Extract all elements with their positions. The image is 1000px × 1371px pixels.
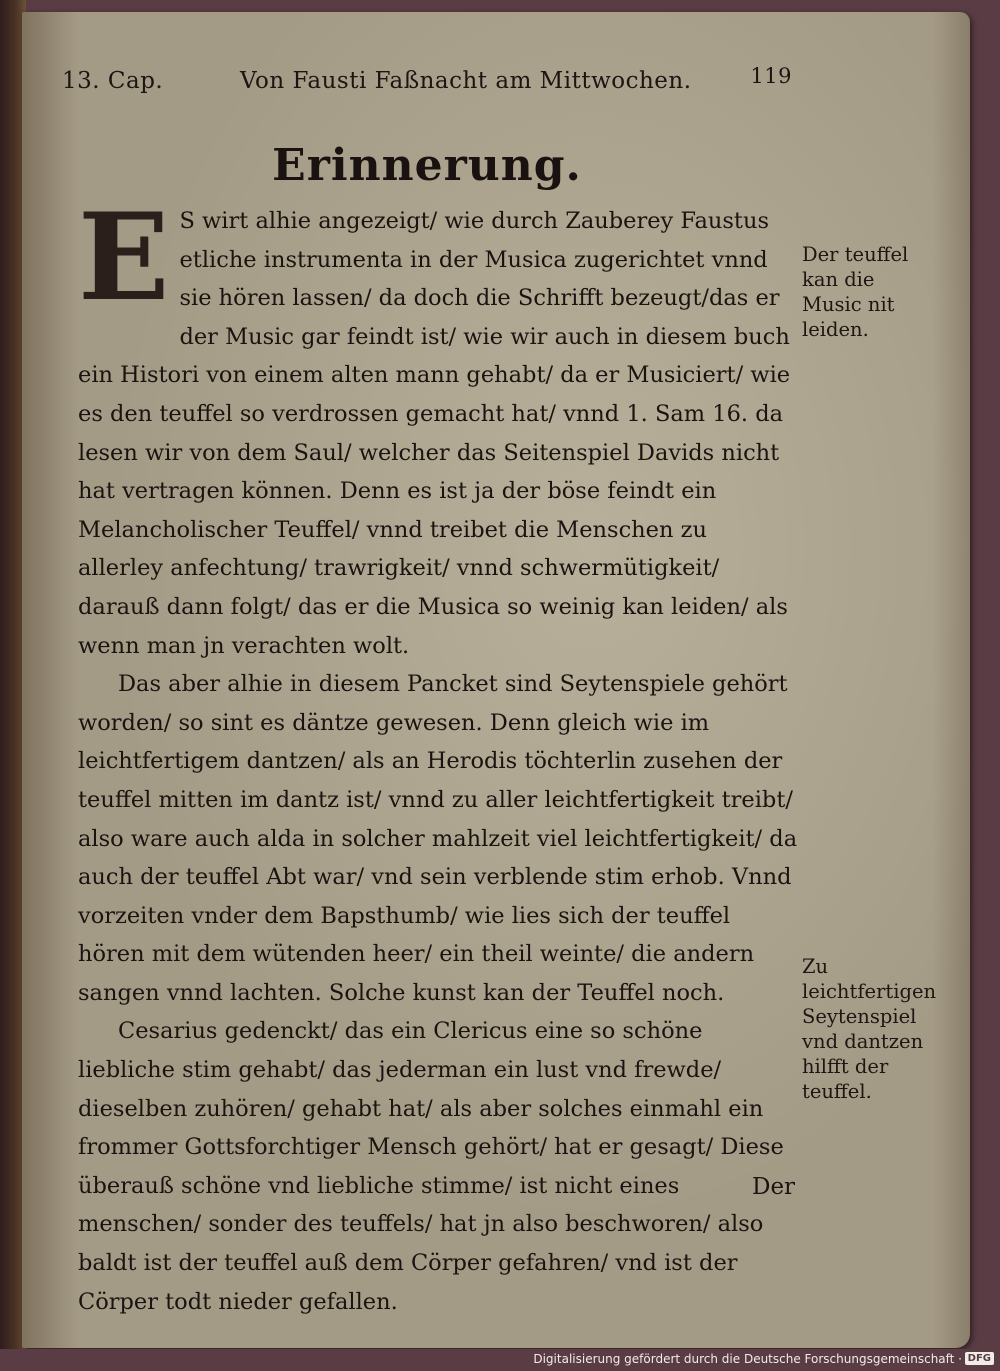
dfg-logo: DFG [965,1352,994,1365]
footer-bar [0,1349,1000,1371]
marginal-note-1 [802,242,927,342]
book-page [22,12,970,1348]
marginal-note-2 [802,954,937,1104]
paragraph-1 [78,187,798,665]
paragraph-3: Cesarius gedenckt/ das ein Clericus eine so schöne liebliche stim gehabt/ das jederman ein lust vnd frewde/ dieselben zuhören/ gehabt hat/ als aber solches einmahl ein frommer Gottsforchtiger Mensch gehört/ hat er gesagt/ Diese überauß schöne vnd liebliche stimme/ ist nicht eines menschen/ sonder des teuffels/ hat jn also beschworen/ also baldt ist der teuffel auß dem Cörper gefahren/ vnd ist der Cörper todt nieder gefallen. [78,1018,784,1315]
section-title: Erinnerung. [272,140,582,191]
catchword: Der [752,1174,796,1200]
running-header [62,64,792,98]
page-number: 119 [750,64,792,88]
body-text [78,187,798,1321]
paragraph-2: Das aber alhie in diesem Pancket sind Seytenspiele gehört worden/ so sint es däntze gewesen. Denn gleich wie im leichtfertigem dantzen/ als an Herodis töchterlin zusehen der teuffel mitten im dantz ist/ vnnd zu aller leichtfertigkeit treibt/ also ware auch alda in solcher mahlzeit viel leichtfertigkeit/ da auch der teuffel Abt war/ vnd sein verblende stim erhob. Vnnd vorzeiten vnder dem Bapsthumb/ wie lies sich der teuffel hören mit dem wütenden heer/ ein theil weinte/ die andern sangen vnnd lachten. Solche kunst kan der Teuffel noch. [78,671,798,1006]
marginal-note-text: Der teuffel kan die Music nit leiden. [802,243,909,341]
drop-cap: E [78,187,170,328]
chapter-label: 13. Cap. [62,68,164,94]
running-title: Von Fausti Faßnacht am Mittwochen. [240,68,692,94]
paragraph-1-text: S wirt alhie angezeigt/ wie durch Zauberey Faustus etliche instrumenta in der Musica zugerichtet vnnd sie hören lassen/ da doch die Schrifft bezeugt/das er der Music gar feindt ist/ wie wir auch in diesem buch ein Histori von einem alten mann gehabt/ da er Musiciert/ wie es den teuffel so verdrossen gemacht hat/ vnnd 1. Sam 16. da lesen wir von dem Saul/ welcher das Seitenspiel Davids nicht hat vertragen können. Denn es ist ja der böse feindt ein Melancholischer Teuffel/ vnnd treibet die Menschen zu allerley anfechtung/ trawrigkeit/ vnnd schwermütigkeit/ darauß dann folgt/ das er die Musica so weinig kan leiden/ als wenn man jn verachten wolt. [78,208,791,659]
marginal-note-text: Zu leichtfertigen Seytenspiel vnd dantzen hilfft der teuffel. [802,955,937,1103]
funding-credit: Digitalisierung gefördert durch die Deutsche Forschungsgemeinschaft · [533,1352,962,1366]
